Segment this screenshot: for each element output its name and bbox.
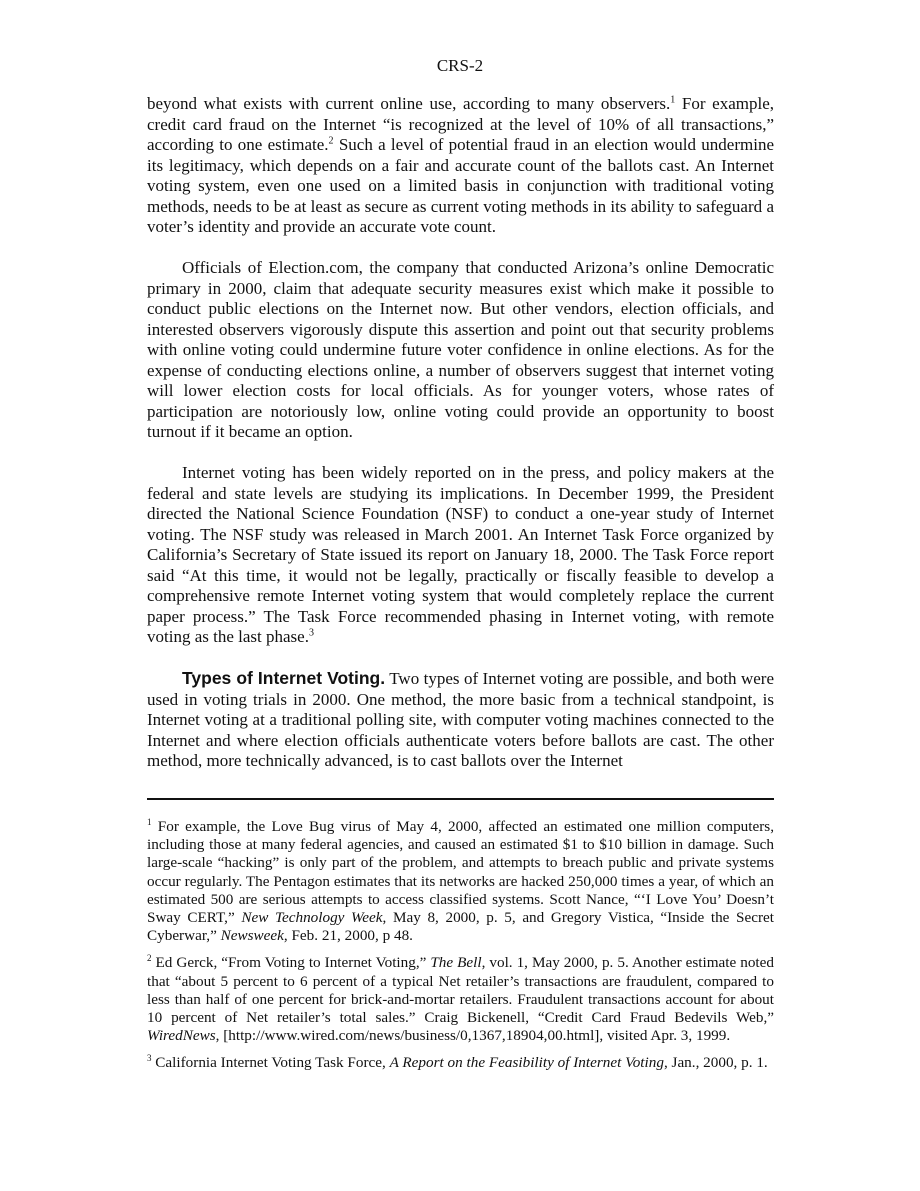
footnote-1-text-b: , May 8, 2000, p. 5, and Gregory Vistica, “Inside the Secret Cyberwar,” (147, 909, 775, 945)
footnote-1-number: 1 (147, 816, 152, 827)
footnote-1-text-c: , Feb. 21, 2000, p 48. (283, 927, 413, 945)
footnote-2-number: 2 (147, 953, 152, 964)
footnote-2-publication-2: WiredNews (147, 1027, 216, 1045)
footnote-1-publication-1: New Technology Week (241, 909, 383, 927)
paragraph-3-text: Internet voting has been widely reported on in the press, and policy makers at the federal and state levels are studying its implications. In December 1999, the President directed the National Science Foundation (NSF) to conduct a one-year study of Internet voting. The NSF study was released in March 2001. An Internet Task Force organized by California’s Secretary of State issued its report on January 18, 2000. The Task Force report said “At this time, it would not be legally, practically or fiscally feasible to develop a comprehensive remote Internet voting system that would completely replace the current paper process.” The Task Force recommended phasing in Internet voting, with remote voting as the last phase. (147, 463, 774, 646)
footnote-3-publication-1: A Report on the Feasibility of Internet Voting (389, 1054, 664, 1072)
footnote-3-number: 3 (147, 1053, 152, 1064)
paragraph-1-text-c: Such a level of potential fraud in an election would undermine its legitimacy, which depends on a fair and accurate count of the ballots cast. An Internet voting system, even one used on a limited basis in conjunction with traditional voting methods, needs to be at least as secure as current voting methods in its ability to safeguard a voter’s identity and provide an accurate vote count. (147, 135, 774, 236)
footnote-3-text-a: California Internet Voting Task Force, (151, 1054, 390, 1072)
footnote-2-publication-1: The Bell (430, 954, 482, 972)
footnote-1 (147, 818, 774, 945)
footnote-2-text-c: , [http://www.wired.com/news/business/0,1367,18904,00.html], visited Apr. 3, 1999. (215, 1027, 731, 1045)
paragraph-4-text: Two types of Internet voting are possible, and both were used in voting trials in 2000. One method, the more basic from a technical standpoint, is Internet voting at a traditional polling site, with computer voting machines connected to the Internet and where election officials authenticate voters before ballots are cast. The other method, more technically advanced, is to cast ballots over the Internet (147, 669, 774, 770)
footnote-3 (147, 1054, 774, 1072)
paragraph-1-text-b: For example, credit card fraud on the Internet “is recognized at the level of 10% of all transactions,” according to one estimate. (147, 94, 775, 154)
footnote-1-publication-2: Newsweek (220, 927, 284, 945)
footnote-divider (147, 798, 774, 800)
footnote-2-text-b: , vol. 1, May 2000, p. 5. Another estimate noted that “about 5 percent to 6 percent of a typical Net retailer’s transactions are fraudulent, compared to less than half of one percent for brick-and-mortar retailers. Fraudulent transactions account for about 10 percent of Net retailer’s total sales.” Craig Bickenell, “Credit Card Fraud Bedevils Web,” (147, 954, 774, 1027)
footnote-2-text-a: Ed Gerck, “From Voting to Internet Voting,” (151, 954, 431, 972)
footnote-1-text-a: For example, the Love Bug virus of May 4, 2000, affected an estimated one million computers, including those at many federal agencies, and caused an estimated $1 to $10 billion in damage. Such large-scale “hacking” is only part of the problem, and attempts to breach public and private systems occur regularly. The Pentagon estimates that its networks are hacked 250,000 times a year, of which an estimated 500 are serious attempts to access classified systems. Scott Nance, “‘I Love You’ Doesn’t Sway CERT,” (147, 818, 774, 927)
paragraph-2: Officials of Election.com, the company that conducted Arizona’s online Democratic primary in 2000, claim that adequate security measures exist which make it possible to conduct public elections on the Internet now. But other vendors, election officials, and interested observers vigorously dispute this assertion and point out that security problems with online voting could undermine future voter confidence in online elections. As for the expense of conducting elections online, a number of observers suggest that internet voting will lower election costs for local officials. As for younger voters, whose rates of participation are notoriously low, online voting could provide an opportunity to boost turnout if it became an option. (147, 258, 774, 441)
paragraph-1 (147, 94, 774, 238)
paragraph-3 (147, 463, 774, 648)
footnote-ref-3[interactable]: 3 (308, 627, 314, 639)
footnote-ref-2[interactable]: 2 (328, 135, 334, 147)
footnotes (147, 818, 774, 1082)
paragraph-4 (147, 668, 774, 772)
paragraph-1-text-a: beyond what exists with current online use, according to many observers. (147, 94, 671, 113)
footnote-ref-1[interactable]: 1 (670, 94, 676, 106)
body-text (147, 94, 774, 792)
footnote-2 (147, 954, 774, 1045)
footnote-3-text-b: , Jan., 2000, p. 1. (663, 1054, 768, 1072)
page-number: CRS-2 (436, 56, 484, 75)
section-heading: Types of Internet Voting. (182, 668, 386, 688)
